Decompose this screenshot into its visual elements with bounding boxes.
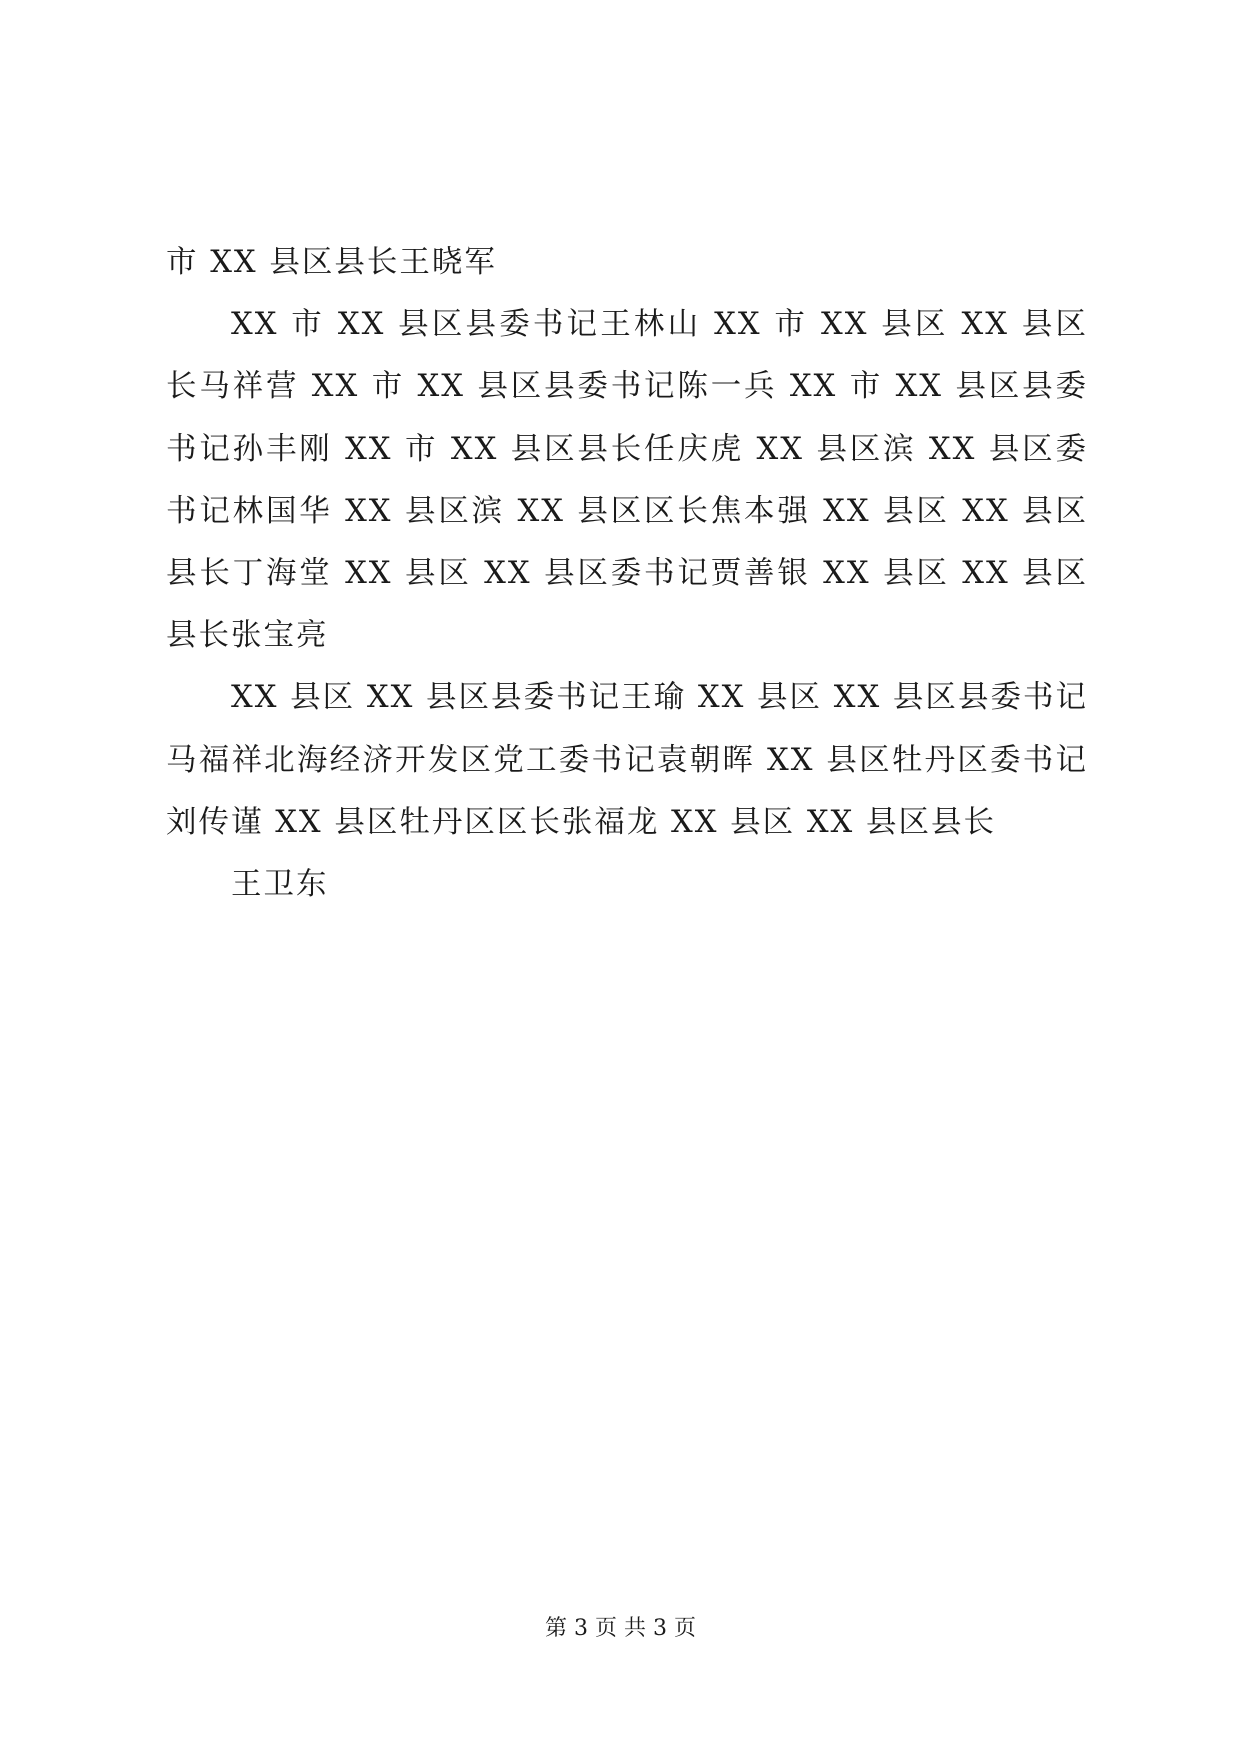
page-number-label: 第 3 页 共 3 页: [545, 1616, 696, 1641]
paragraph-2: XX 市 XX 县区县委书记王林山 XX 市 XX 县区 XX 县区长马祥营 XX 市 XX 县区县委书记陈一兵 XX 市 XX 县区县委书记孙丰刚 XX 市 XX 县区县长任庆虎 XX 县区滨 XX 县区委书记林国华 XX 县区滨 XX 县区区长焦本强 XX 县区 XX 县区县长丁海堂 XX 县区 XX 县区委书记贾善银 XX 县区 XX 县区县长张宝亮: [166, 307, 1088, 654]
paragraph-3: XX 县区 XX 县区县委书记王瑜 XX 县区 XX 县区县委书记马福祥北海经济开发区党工委书记袁朝晖 XX 县区牡丹区委书记刘传谨 XX 县区牡丹区区长张福龙 XX 县区 XX 县区县长: [166, 680, 1088, 840]
paragraph-1: 市 XX 县区县长王晓军: [166, 245, 497, 280]
document-body: [166, 232, 1088, 916]
paragraph-4: 王卫东: [231, 867, 329, 903]
page-footer: [0, 1614, 1241, 1644]
